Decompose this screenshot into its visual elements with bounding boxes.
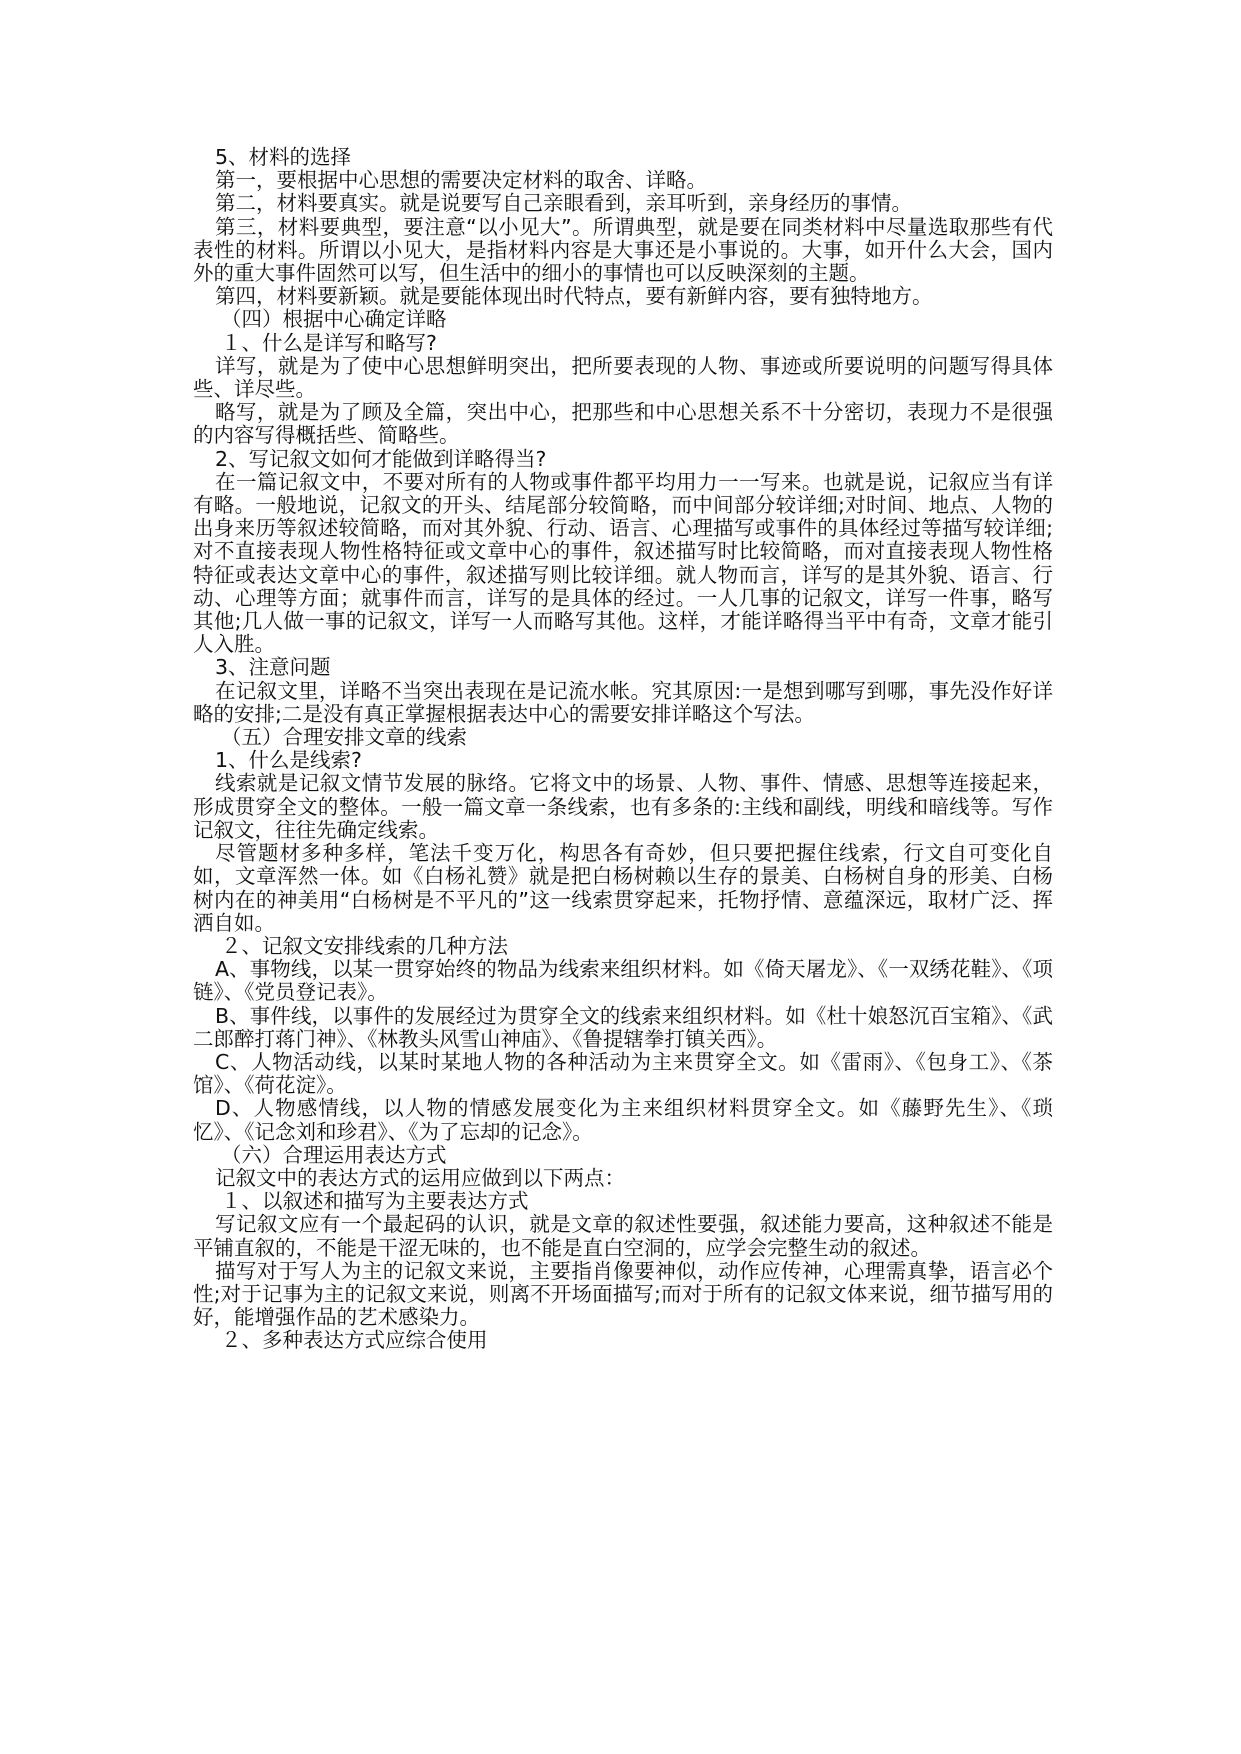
paragraph: 略写，就是为了顾及全篇，突出中心，把那些和中心思想关系不十分密切，表现力不是很强的内容写得概括些、简略些。 [193,400,1053,448]
paragraph: 在记叙文里，详略不当突出表现在是记流水帐。究其原因:一是想到哪写到哪，事先没作好详略的安排;二是没有真正掌握根据表达中心的需要安排详略这个写法。 [193,678,1053,726]
heading-material-selection: 5、材料的选择 [215,145,352,169]
paragraph: 第三，材料要典型，要注意“以小见大”。所谓典型，就是要在同类材料中尽量选取那些有代表性的材料。所谓以小见大，是指材料内容是大事还是小事说的。大事，如开什么大会，国内外的重大事件固然可以写，但生活中的细小的事情也可以反映深刻的主题。 [193,214,1053,286]
paragraph: A、事物线，以某一贯穿始终的物品为线索来组织材料。如《倚天屠龙》、《一双绣花鞋》、《项链》、《党员登记表》。 [193,957,1053,1005]
section-heading-expression: （六）合理运用表达方式 [221,1142,447,1167]
paragraph: D、人物感情线，以人物的情感发展变化为主来组织材料贯穿全文。如《藤野先生》、《琐忆》、《记念刘和珍君》、《为了忘却的记念》。 [193,1096,1053,1144]
paragraph: B、事件线，以事件的发展经过为贯穿全文的线索来组织材料。如《杜十娘怒沉百宝箱》、《武二郎醉打蒋门神》、《林教头风雪山神庙》、《鲁提辖拳打镇关西》。 [193,1003,1053,1051]
subheading: ２、记叙文安排线索的几种方法 [221,933,508,958]
subheading: １、什么是详写和略写? [221,330,437,355]
paragraph: 描写对于写人为主的记叙文来说，主要指肖像要神似，动作应传神，心理需真挚，语言必个性;对于记事为主的记叙文来说，则离不开场面描写;而对于所有的记叙文体来说，细节描写用的好，能增强作品的艺术感染力。 [193,1258,1053,1330]
paragraph: 尽管题材多种多样，笔法千变万化，构思各有奇妙，但只要把握住线索，行文自可变化自如，文章浑然一体。如《白杨礼赞》就是把白杨树赖以生存的景美、白杨树自身的形美、白杨树内在的神美用“白杨树是不平凡的”这一线索贯穿起来，托物抒情、意蕴深远，取材广泛、挥洒自如。 [193,841,1053,935]
paragraph: 线索就是记叙文情节发展的脉络。它将文中的场景、人物、事件、情感、思想等连接起来，形成贯穿全文的整体。一般一篇文章一条线索，也有多条的:主线和副线，明线和暗线等。写作记叙文，往往先确定线索。 [193,771,1053,842]
subheading: 2、写记叙文如何才能做到详略得当? [215,446,547,471]
subheading: 1、什么是线索? [215,748,362,773]
paragraph: 第四，材料要新颖。就是要能体现出时代特点，要有新鲜内容，要有独特地方。 [215,284,933,309]
document-page [193,146,1053,1353]
subheading: 3、注意问题 [215,655,331,680]
paragraph: 在一篇记叙文中，不要对所有的人物或事件都平均用力一一写来。也就是说，记叙应当有详有略。一般地说，记叙文的开头、结尾部分较简略，而中间部分较详细;对时间、地点、人物的出身来历等叙述较简略，而对其外貌、行动、语言、心理描写或事件的具体经过等描写较详细;对不直接表现人物性格特征或文章中心的事件，叙述描写时比较简略，而对直接表现人物性格特征或表达文章中心的事件，叙述描写则比较详细。就人物而言，详写的是其外貌、语言、行动、心理等方面；就事件而言，详写的是具体的经过。一人几事的记叙文，详写一件事，略写其他;几人做一事的记叙文，详写一人而略写其他。这样，才能详略得当平中有奇，文章才能引人入胜。 [193,469,1053,657]
paragraph: 第一，要根据中心思想的需要决定材料的取舍、详略。 [215,168,707,193]
paragraph: 第二，材料要真实。就是说要写自己亲眼看到，亲耳听到，亲身经历的事情。 [215,191,912,216]
paragraph: 详写，就是为了使中心思想鲜明突出，把所要表现的人物、事迹或所要说明的问题写得具体些、详尽些。 [193,353,1053,402]
section-heading-detail: （四）根据中心确定详略 [221,307,447,332]
paragraph: 记叙文中的表达方式的运用应做到以下两点： [215,1165,625,1190]
subheading: ２、多种表达方式应综合使用 [221,1328,488,1353]
subheading: １、以叙述和描写为主要表达方式 [221,1189,529,1214]
section-heading-clue: （五）合理安排文章的线索 [221,725,467,750]
paragraph: C、人物活动线，以某时某地人物的各种活动为主来贯穿全文。如《雷雨》、《包身工》、《茶馆》、《荷花淀》。 [193,1049,1053,1098]
paragraph: 写记叙文应有一个最起码的认识，就是文章的叙述性要强，叙述能力要高，这种叙述不能是平铺直叙的，不能是干涩无味的，也不能是直白空洞的，应学会完整生动的叙述。 [193,1212,1053,1260]
